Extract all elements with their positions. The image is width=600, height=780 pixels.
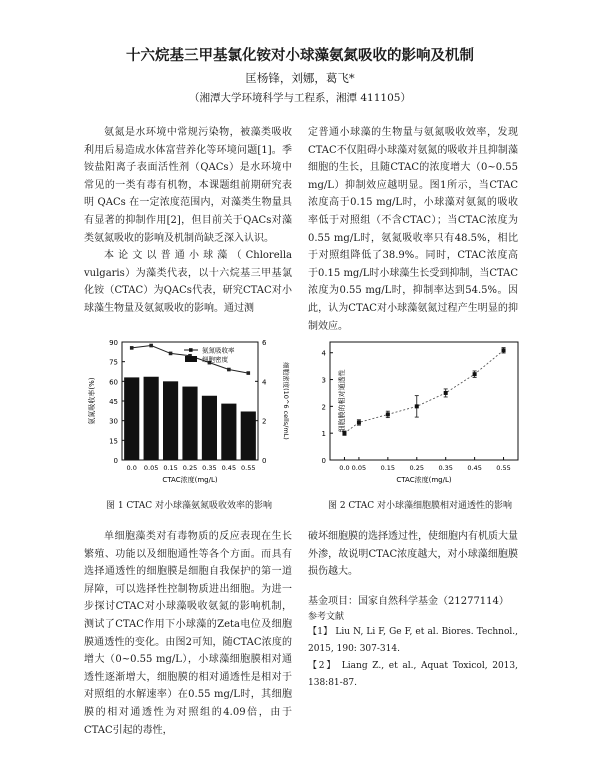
plot-frame xyxy=(330,342,518,460)
x-axis-title: CTAC浓度(mg/L) xyxy=(162,476,218,484)
figure-1-chart xyxy=(84,330,294,498)
y-axis-title: 氨氮吸收率(%) xyxy=(88,377,96,425)
paragraph-intro: 氨氮是水环境中常规污染物，被藻类吸收利用后易造成水体富营养化等环境问题[1]。季铵盐阳离子表面活性剂（QACs）是水环境中常见的一类有毒有机物，本课题组前期研究表明 QACs 在一定浓度范围内，对藻类生物量具有显著的抑制作用[2]，但目前关于QACs对藻类氨氮吸收的影响及机制尚缺乏深入认识。 xyxy=(84,127,292,244)
paper-affiliation: （湘潭大学环境科学与工程系，湘潭 411105） xyxy=(189,92,411,104)
y-tick-label: 45 xyxy=(109,398,118,406)
figure-2-caption: 图 2 CTAC 对小球藻细胞膜相对通透性的影响 xyxy=(327,501,513,511)
y-tick-label: 3 xyxy=(321,376,326,385)
y2-tick-label: 4 xyxy=(262,378,267,387)
figure-1-caption: 图 1 CTAC 对小球藻氨氮吸收效率的影响 xyxy=(105,501,273,511)
x-tick-label: 0.55 xyxy=(496,464,511,472)
y2-tick-label: 2 xyxy=(262,417,267,426)
bar-ammonia-uptake xyxy=(144,377,159,460)
paper-title: 十六烷基三甲基氯化铵对小球藻氨氮吸收的影响及机制 xyxy=(126,48,474,64)
legend-bar-swatch xyxy=(185,356,197,362)
paragraph-conclusion: 破坏细胞膜的选择透过性，使细胞内有机质大量外渗，故说明CTAC浓度越大，对小球藻细胞膜损伤越大。 xyxy=(308,531,518,578)
bar-ammonia-uptake xyxy=(241,411,256,460)
references-heading: 参考文献 xyxy=(308,612,345,623)
y2-axis-title: 细胞密度(10^6 cells/mL) xyxy=(282,362,290,440)
data-point xyxy=(444,391,448,395)
paragraph-results: 定普通小球藻的生物量与氨氮吸收效率，发现CTAC不仅阻碍小球藻对氨氮的吸收并且抑制藻细胞的生长，且随CTAC的浓度增大（0~0.55 mg/L）抑制效应越明显。图1所示，当CTAC浓度高于0.15 mg/L时，小球藻对氨氮的吸收率低于对照组（不含CTAC）；当CTAC浓度为0.55 mg/L时，氨氮吸收率只有48.5%，相比于对照组降低了38.9%。同时，CTAC浓度高于0.15 mg/L时小球藻生长受到抑制，当CTAC浓度为0.55 mg/L时，抑制率达到54.5%。因此，认为CTAC对小球藻氨氮过程产生明显的抑制效应。 xyxy=(308,127,518,332)
paragraph-method: 本论文以普通小球藻（Chlorella vulgaris）为藻类代表，以十六烷基三甲基氯化铵（CTAC）为QACs代表，研究CTAC对小球藻生物量及氨氮吸收的影响。通过测 xyxy=(84,250,292,314)
x-tick-label: 0.55 xyxy=(241,464,256,472)
x-tick-label: 0.45 xyxy=(467,464,482,472)
reference-2: 【2】 Liang Z., et al., Aquat Toxicol, 2013, 138:81-87. xyxy=(308,661,518,689)
reference-1: 【1】 Liu N, Li F, Ge F, et al. Biores. Technol., 2015, 190: 307-314. xyxy=(308,627,518,655)
x-tick-label: 0.0 xyxy=(126,464,137,472)
legend-label-line: 氨氮吸收率 xyxy=(202,346,235,355)
point-cell-density xyxy=(246,371,250,375)
data-point xyxy=(415,404,419,408)
x-tick-label: 0.25 xyxy=(409,464,425,472)
y-tick-label: 0 xyxy=(113,457,118,465)
text-column-1 xyxy=(84,124,292,318)
point-cell-density xyxy=(169,352,173,356)
bar-ammonia-uptake xyxy=(124,377,139,460)
legend-label-bar: 细胞密度 xyxy=(202,355,228,364)
y2-tick-label: 6 xyxy=(262,339,267,347)
y-tick-label: 4 xyxy=(321,349,326,358)
point-cell-density xyxy=(149,344,153,348)
paragraph-mechanism: 单细胞藻类对有毒物质的反应表现在生长繁殖、功能以及细胞通性等各个方面。而具有选择通透性的细胞膜是细胞自我保护的第一道屏障，可以选择性控制物质进出细胞。为进一步探讨CTAC对小球藻吸收氨氮的影响机制，测试了CTAC作用下小球藻的Zeta电位及细胞膜通透性的变化。由图2可知，随CTAC浓度的增大（0~0.55 mg/L），小球藻细胞膜相对通透性逐渐增大，细胞膜的相对通透性是相对于对照组的水解速率）在0.55 mg/L时，其细胞膜的相对通透性为对照组的4.09倍，由于CTAC引起的毒性， xyxy=(84,531,292,736)
data-point xyxy=(357,420,361,424)
x-tick-label: 0.15 xyxy=(163,464,178,472)
figure-2-chart xyxy=(292,330,532,498)
data-point xyxy=(473,372,477,376)
y2-tick-label: 0 xyxy=(262,457,267,465)
funding-note: 基金项目：国家自然科学基金（21277114） xyxy=(308,595,509,607)
paper-authors: 匡杨锋，刘娜，葛飞* xyxy=(245,71,355,85)
bar-ammonia-uptake xyxy=(202,396,217,460)
point-cell-density xyxy=(130,346,134,350)
y-tick-label: 60 xyxy=(109,378,118,387)
y-tick-label: 30 xyxy=(109,417,118,426)
x-tick-label: 0.35 xyxy=(438,464,453,472)
x-tick-label: 0.05 xyxy=(351,464,367,472)
bar-ammonia-uptake xyxy=(163,381,178,460)
data-point xyxy=(386,412,390,416)
data-point xyxy=(502,348,506,352)
x-tick-label: 0.15 xyxy=(380,464,396,472)
y-tick-label: 75 xyxy=(109,358,118,367)
point-cell-density xyxy=(227,368,231,372)
x-tick-label: 0.0 xyxy=(339,464,350,472)
y-tick-label: 1 xyxy=(321,430,326,439)
text-column-2 xyxy=(308,124,518,335)
trend-line xyxy=(344,350,503,433)
y-tick-label: 2 xyxy=(321,403,326,412)
x-tick-label: 0.35 xyxy=(202,464,217,472)
y-tick-label: 90 xyxy=(109,339,118,347)
text-column-3 xyxy=(84,528,292,739)
x-axis-title: CTAC浓度(mg/L) xyxy=(396,476,452,484)
bar-ammonia-uptake xyxy=(221,404,236,460)
text-column-4 xyxy=(308,528,518,692)
y-axis-title: 细胞膜的相对通透性 xyxy=(338,369,346,433)
x-tick-label: 0.45 xyxy=(221,464,237,472)
legend-line-marker xyxy=(189,348,193,352)
y-tick-label: 15 xyxy=(109,437,118,446)
x-tick-label: 0.05 xyxy=(143,464,159,472)
bar-ammonia-uptake xyxy=(182,387,197,460)
x-tick-label: 0.25 xyxy=(182,464,198,472)
y-tick-label: 0 xyxy=(321,457,326,465)
